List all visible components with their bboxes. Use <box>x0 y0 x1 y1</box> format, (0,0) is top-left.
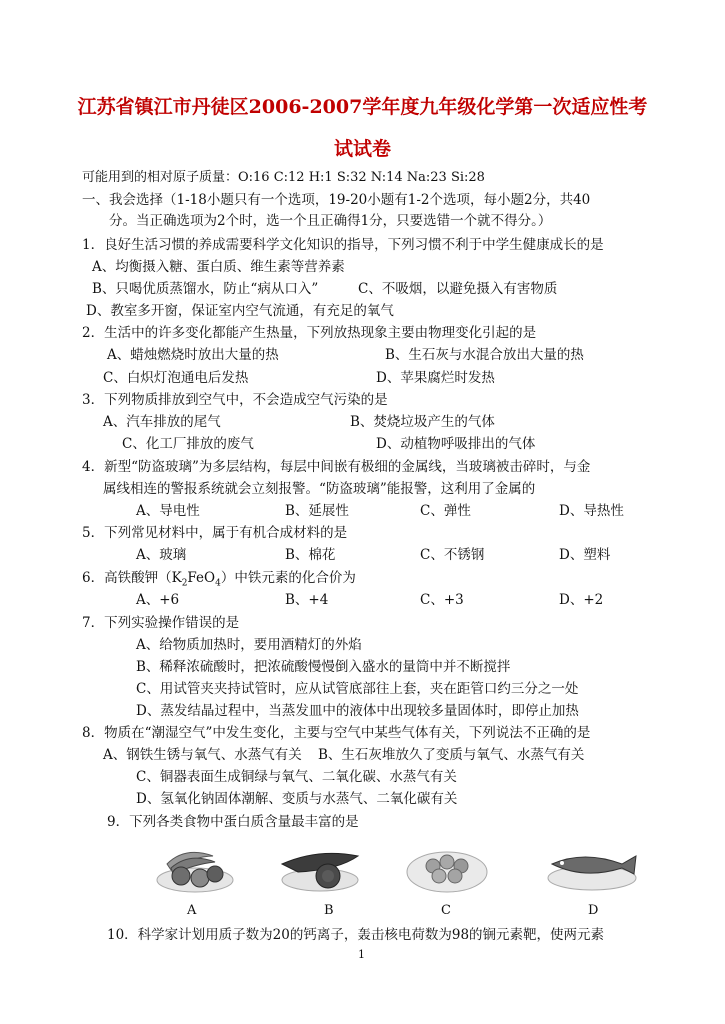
q5-option-a: A、玻璃 <box>136 547 187 563</box>
q8-option-c: C、铜器表面生成铜绿与氧气、二氧化碳、水蒸气有关 <box>136 769 457 785</box>
q4-stem-l2: 属线相连的警报系统就会立刻报警。“防盗玻璃”能报警，这利用了金属的 <box>103 481 536 497</box>
q1-option-b: B、只喝优质蒸馏水，防止“病从口入” <box>92 281 319 297</box>
q3-stem: 3．下列物质排放到空气中，不会造成空气污染的是 <box>82 392 388 408</box>
q2-option-a: A、蜡烛燃烧时放出大量的热 <box>107 347 279 363</box>
section1-instructions-l1: 一、我会选择（1-18小题只有一个选项，19-20小题有1-2个选项，每小题2分，共40 <box>82 192 591 208</box>
fruit-plate-image <box>155 842 235 894</box>
q8-option-b: B、生石灰堆放久了变质与氧气、水蒸气有关 <box>318 747 585 763</box>
page-number: 1 <box>358 948 365 961</box>
q6-stem <box>82 569 356 593</box>
q9-stem: 9．下列各类食物中蛋白质含量最丰富的是 <box>107 814 359 830</box>
q3-option-a: A、汽车排放的尾气 <box>103 414 221 430</box>
exam-title-line2: 试试卷 <box>333 138 391 160</box>
q6-option-a: A、+6 <box>136 592 180 608</box>
q6-option-c: C、+3 <box>420 592 464 608</box>
fish-plate-image <box>544 842 640 894</box>
q7-option-b: B、稀释浓硫酸时，把浓硫酸慢慢倒入盛水的量筒中并不断搅拌 <box>136 659 511 675</box>
section1-instructions-l2: 分。当正确选项为2个时，选一个且正确得1分，只要选错一个就不得分。） <box>109 213 552 229</box>
q8-stem: 8．物质在“潮湿空气”中发生变化，主要与空气中某些气体有关，下列说法不正确的是 <box>82 725 591 741</box>
q3-option-d: D、动植物呼吸排出的气体 <box>376 436 536 452</box>
q4-option-d: D、导热性 <box>559 503 624 519</box>
q5-option-b: B、棉花 <box>285 547 336 563</box>
q6-stem-pre: 6．高铁酸钾（K <box>82 570 182 586</box>
q4-option-a: A、导电性 <box>136 503 200 519</box>
q6-sub2: 4 <box>215 578 221 589</box>
q5-option-d: D、塑料 <box>559 547 611 563</box>
cookies-plate-image <box>405 842 489 894</box>
q6-stem-mid: FeO <box>187 570 216 586</box>
q5-option-c: C、不锈钢 <box>420 547 485 563</box>
q1-stem: 1．良好生活习惯的养成需要科学文化知识的指导，下列习惯不利于中学生健康成长的是 <box>82 237 604 253</box>
q1-option-c: C、不吸烟，以避免摄入有害物质 <box>358 281 558 297</box>
q6-sub1: 2 <box>181 578 188 589</box>
q1-option-d: D、教室多开窗，保证室内空气流通，有充足的氧气 <box>86 303 394 319</box>
q4-option-b: B、延展性 <box>285 503 349 519</box>
q7-option-d: D、蒸发结晶过程中，当蒸发皿中的液体中出现较多量固体时，即停止加热 <box>136 703 579 719</box>
q2-option-b: B、生石灰与水混合放出大量的热 <box>385 347 584 363</box>
q6-option-d: D、+2 <box>559 592 604 608</box>
q9-label-b: B <box>324 903 334 918</box>
q6-stem-post: ）中铁元素的化合价为 <box>220 570 356 586</box>
q9-label-c: C <box>441 903 451 918</box>
q3-option-b: B、焚烧垃圾产生的气体 <box>350 414 495 430</box>
exam-title-line1: 江苏省镇江市丹徒区2006-2007学年度九年级化学第一次适应性考 <box>77 96 648 118</box>
q8-option-a: A、钢铁生锈与氧气、水蒸气有关 <box>103 747 302 763</box>
q4-option-c: C、弹性 <box>420 503 471 519</box>
q7-option-c: C、用试管夹夹持试管时，应从试管底部往上套，夹在距管口约三分之一处 <box>136 681 579 697</box>
q2-option-c: C、白炽灯泡通电后发热 <box>103 370 249 386</box>
q5-stem: 5．下列常见材料中，属于有机合成材料的是 <box>82 525 348 541</box>
q4-stem-l1: 4．新型“防盗玻璃”为多层结构，每层中间嵌有极细的金属线，当玻璃被击碎时，与金 <box>82 459 591 475</box>
fish-and-patty-image <box>278 842 362 894</box>
q10-stem: 10．科学家计划用质子数为20的钙离子，轰击核电荷数为98的锎元素靶，使两元素 <box>107 927 605 943</box>
q6-option-b: B、+4 <box>285 592 329 608</box>
atomic-masses: 可能用到的相对原子质量：O:16 C:12 H:1 S:32 N:14 Na:23 Si:28 <box>82 170 485 185</box>
q7-stem: 7．下列实验操作错误的是 <box>82 615 240 631</box>
q9-label-d: D <box>588 903 599 918</box>
q3-option-c: C、化工厂排放的废气 <box>122 436 254 452</box>
q2-option-d: D、苹果腐烂时发热 <box>376 370 495 386</box>
q1-option-a: A、均衡摄入糖、蛋白质、维生素等营养素 <box>92 259 345 275</box>
q9-label-a: A <box>187 903 197 918</box>
q8-option-d: D、氢氧化钠固体潮解、变质与水蒸气、二氧化碳有关 <box>136 791 458 807</box>
q2-stem: 2．生活中的许多变化都能产生热量，下列放热现象主要由物理变化引起的是 <box>82 325 537 341</box>
q7-option-a: A、给物质加热时，要用酒精灯的外焰 <box>136 637 362 653</box>
